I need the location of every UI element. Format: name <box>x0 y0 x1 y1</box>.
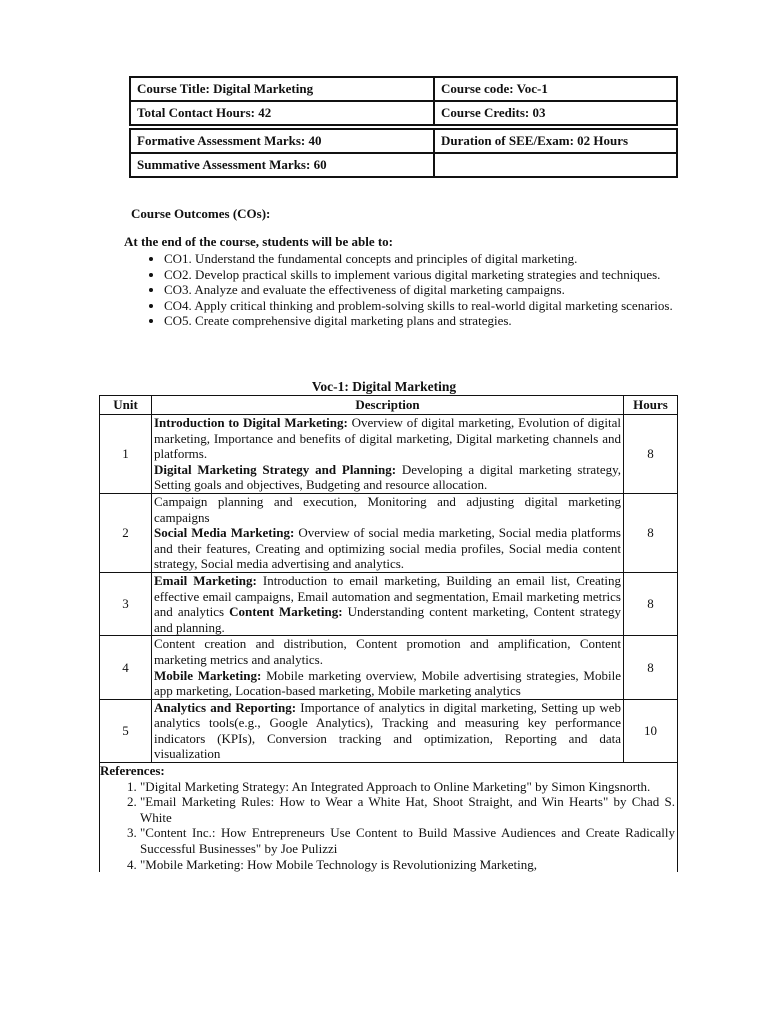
topic-text: Campaign planning and execution, Monitoring and adjusting digital marketing campaigns <box>154 493 621 525</box>
references-row <box>100 763 678 873</box>
topic-text: Overview of social media marketing, Social media platforms and their features, Creating and optimizing social media profiles, Social media content strategy, Social media advertising and analytics. <box>154 525 621 572</box>
syllabus-title: Voc-1: Digital Marketing <box>311 379 457 394</box>
unit-description <box>152 415 624 494</box>
syllabus-header-row <box>100 396 678 415</box>
unit-number: 2 <box>100 493 152 572</box>
info-row <box>130 153 677 177</box>
outcomes-heading: Course Outcomes (COs): <box>131 206 271 221</box>
summative-marks: Summative Assessment Marks: 60 <box>130 153 434 177</box>
topic-text: Overview of digital marketing, Evolution of digital marketing, Importance and benefits of digital marketing, Digital marketing channels and platforms. <box>154 415 621 462</box>
outcomes-list <box>124 251 674 329</box>
topic-title: Introduction to Digital Marketing: <box>154 415 348 430</box>
references-cell <box>100 763 678 873</box>
unit-description <box>152 572 624 635</box>
unit-description <box>152 636 624 699</box>
unit-number: 4 <box>100 636 152 699</box>
hours-header: Hours <box>624 396 678 415</box>
references-list <box>100 779 677 873</box>
syllabus-table <box>99 395 678 872</box>
topic-title: Social Media Marketing: <box>154 525 295 541</box>
reference-item: 4. "Mobile Marketing: How Mobile Technology is Revolutionizing Marketing, <box>140 857 677 873</box>
topic-title: Analytics and Reporting: <box>154 699 297 715</box>
description-header: Description <box>152 396 624 415</box>
unit-hours: 10 <box>624 699 678 762</box>
outcome-item: • CO2. Develop practical skills to implement various digital marketing strategies and techniques. <box>164 267 674 283</box>
topic-text: Mobile marketing overview, Mobile advertising strategies, Mobile app marketing, Location-based marketing, Mobile marketing analytics <box>154 667 621 699</box>
table-row <box>100 699 678 762</box>
outcome-item: • CO5. Create comprehensive digital marketing plans and strategies. <box>164 313 674 329</box>
unit-description <box>152 699 624 762</box>
topic-text: Understanding content marketing, Content strategy and planning. <box>154 604 622 635</box>
reference-item: 1. "Digital Marketing Strategy: An Integrated Approach to Online Marketing" by Simon Kingsnorth. <box>140 779 677 795</box>
topic-text: Importance of analytics in digital marketing, Setting up web analytics tools(e.g., Google Analytics), Tracking and measuring key performance indicators (KPIs), Conversion tracking and optimization, Reporting and data visualization <box>154 699 621 762</box>
table-row <box>100 636 678 699</box>
course-info-table <box>129 76 678 178</box>
unit-hours: 8 <box>624 572 678 635</box>
outcome-item: • CO1. Understand the fundamental concepts and principles of digital marketing. <box>164 251 674 267</box>
outcomes-intro: At the end of the course, students will be able to: <box>124 234 394 249</box>
table-row <box>100 493 678 572</box>
unit-hours: 8 <box>624 636 678 699</box>
course-code: Course code: Voc-1 <box>434 77 677 101</box>
topic-text: Content creation and distribution, Content promotion and amplification, Content marketing metrics and analytics. <box>154 636 621 667</box>
course-credits: Course Credits: 03 <box>434 101 677 125</box>
info-row <box>130 129 677 153</box>
course-outcomes <box>124 206 674 329</box>
reference-item: 2. "Email Marketing Rules: How to Wear a White Hat, Shoot Straight, and Win Hearts" by Chad S. White <box>140 794 677 825</box>
unit-number: 1 <box>100 415 152 494</box>
reference-item: 3. "Content Inc.: How Entrepreneurs Use Content to Build Massive Audiences and Create Radically Successful Businesses" by Joe Pulizzi <box>140 825 677 856</box>
unit-description <box>152 493 624 572</box>
references-title: References: <box>100 763 165 779</box>
unit-hours: 8 <box>624 493 678 572</box>
exam-duration: Duration of SEE/Exam: 02 Hours <box>434 129 677 153</box>
formative-marks: Formative Assessment Marks: 40 <box>130 129 434 153</box>
outcome-item: • CO3. Analyze and evaluate the effectiveness of digital marketing campaigns. <box>164 282 674 298</box>
info-row <box>130 101 677 125</box>
unit-number: 5 <box>100 699 152 762</box>
topic-title: Mobile Marketing: <box>154 667 262 683</box>
unit-hours: 8 <box>624 415 678 494</box>
topic-title: Digital Marketing Strategy and Planning: <box>154 461 397 477</box>
table-row <box>100 415 678 494</box>
topic-text: Developing a digital marketing strategy, Setting goals and objectives, Budgeting and resource allocation. <box>154 461 621 493</box>
course-title: Course Title: Digital Marketing <box>130 77 434 101</box>
unit-number: 3 <box>100 572 152 635</box>
topic-title: Content Marketing: <box>229 604 343 620</box>
topic-text: Introduction to email marketing, Building an email list, Creating effective email campaigns, Email automation and segmentation, Email marketing metrics and analytics <box>154 572 621 620</box>
outcome-item: • CO4. Apply critical thinking and problem-solving skills to real-world digital marketing scenarios. <box>164 298 674 314</box>
table-row <box>100 572 678 635</box>
total-contact-hours: Total Contact Hours: 42 <box>130 101 434 125</box>
info-row <box>130 77 677 101</box>
unit-header: Unit <box>100 396 152 415</box>
empty-cell <box>434 153 677 177</box>
topic-title: Email Marketing: <box>154 572 257 588</box>
